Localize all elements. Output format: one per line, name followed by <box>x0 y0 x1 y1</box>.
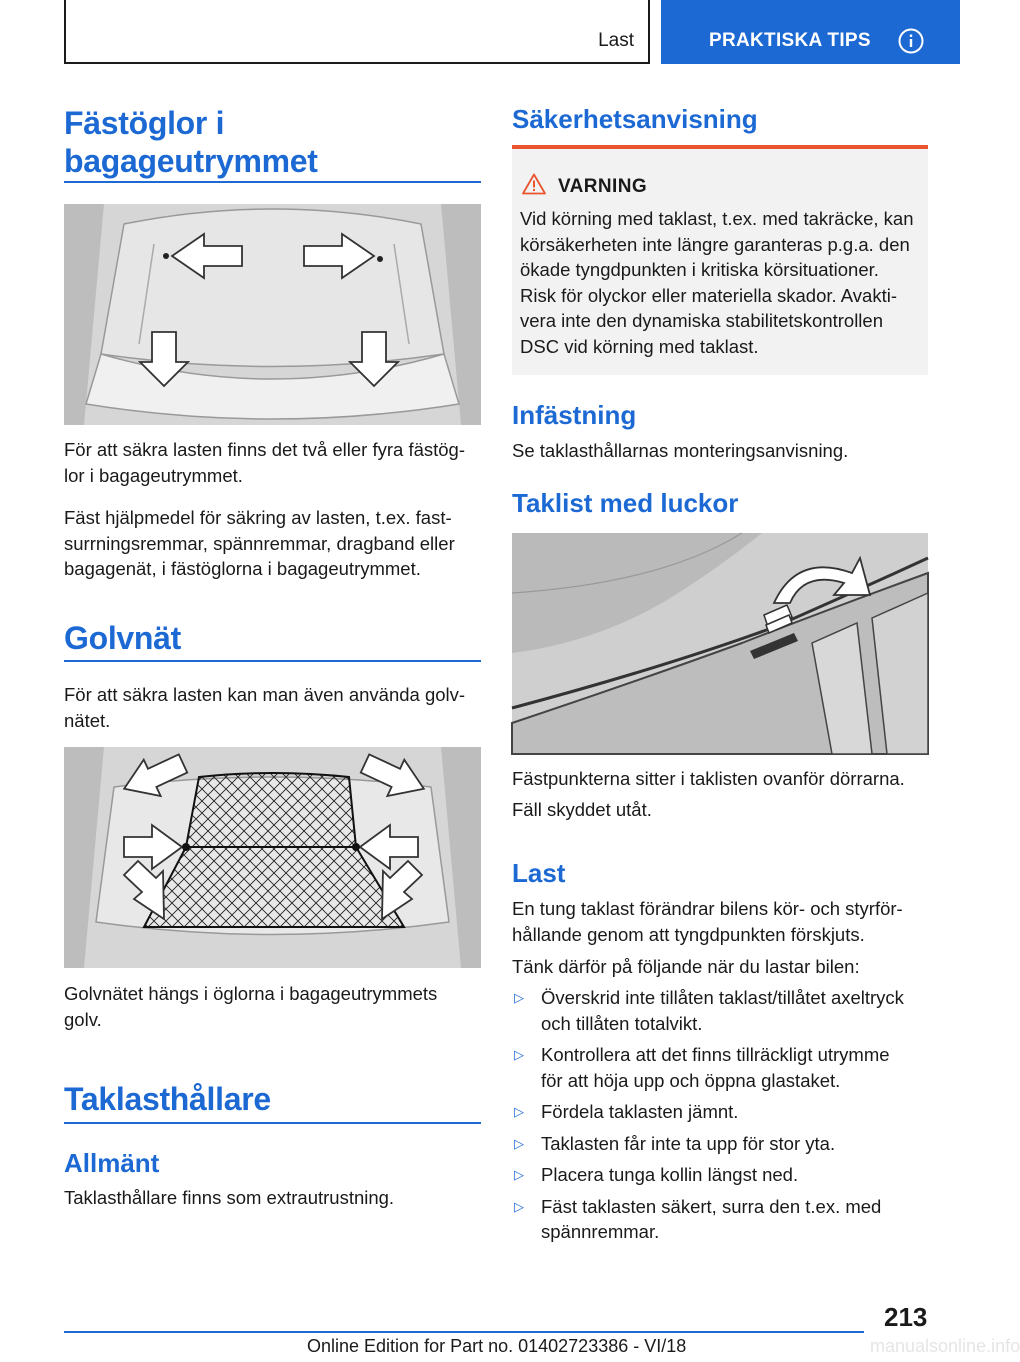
triangle-bullet-icon: ▷ <box>514 1167 524 1182</box>
heading-fastoglor: Fästöglor i bagageutrymmet <box>64 105 318 179</box>
triangle-bullet-icon: ▷ <box>514 1104 524 1119</box>
paragraph-fall-skyddet: Fäll skyddet utåt. <box>512 799 652 820</box>
triangle-bullet-icon: ▷ <box>514 1135 524 1151</box>
header-frame <box>64 0 650 64</box>
heading-last: Last <box>512 858 566 888</box>
warning-text: Vid körning med taklast, t.ex. med takräcke, kan körsäkerheten inte längre garanteras p.g.a. den ökade tyngdpunkten i kritiska körsituationer. Risk för olyckor eller materiella skador. Avakti- vera inte den dynamiska stabilitetskontrollen DSC vid körning med taklast. <box>520 208 914 357</box>
heading-rule <box>64 660 481 662</box>
list-item: ▷ Placera tunga kollin längst ned. <box>512 1162 928 1188</box>
floor-net-illustration <box>64 747 481 968</box>
list-item: ▷ Kontrollera att det finns tillräckligt utrymme för att höja upp och öppna glastaket. <box>514 1044 890 1091</box>
heading-taklasthallare: Taklasthållare <box>64 1081 271 1117</box>
list-item: ▷ Fördela taklasten jämnt. <box>512 1099 928 1125</box>
warning-box <box>512 145 928 375</box>
info-circle-icon <box>898 28 924 54</box>
roof-rail-illustration <box>512 533 928 754</box>
triangle-bullet-icon: ▷ <box>514 1198 524 1214</box>
triangle-bullet-icon: ▷ <box>514 990 524 1005</box>
header-tab-label: PRAKTISKA TIPS <box>709 30 871 51</box>
warning-triangle-icon <box>522 173 546 195</box>
paragraph-fastoglor-2: Fäst hjälpmedel för säkring av lasten, t.ex. fast- surrningsremmar, spännremmar, dragband eller bagagenät, i fästöglorna i bagageutrymmet. <box>64 507 455 579</box>
heading-sakerhetsanvisning: Säkerhetsanvisning <box>512 104 758 134</box>
triangle-bullet-icon: ▷ <box>514 1047 524 1062</box>
heading-taklist: Taklist med luckor <box>512 488 739 518</box>
warning-title: VARNING <box>558 176 648 197</box>
paragraph-golvnat-2: Golvnätet hängs i öglorna i bagageutrymmets golv. <box>64 983 438 1030</box>
list-item: ▷ Överskrid inte tillåten taklast/tillåtet axeltryck och tillåten totalvikt. <box>514 987 904 1034</box>
paragraph-infastning: Se taklasthållarnas monteringsanvisning. <box>512 440 849 461</box>
paragraph-allmant: Taklasthållare finns som extrautrustning. <box>64 1187 395 1208</box>
paragraph-fastoglor-1: För att säkra lasten finns det två eller fyra fästög- lor i bagageutrymmet. <box>64 439 466 486</box>
paragraph-fastpunkter: Fästpunkterna sitter i taklisten ovanför dörrarna. <box>512 768 905 789</box>
heading-rule <box>64 1122 481 1124</box>
heading-allmant: Allmänt <box>64 1148 160 1178</box>
heading-golvnat: Golvnät <box>64 620 182 656</box>
page-number: 213 <box>884 1302 928 1332</box>
trunk-eyelets-illustration <box>64 204 481 425</box>
footer-watermark: manualsonline.info <box>870 1336 1020 1356</box>
footer-edition: Online Edition for Part no. 01402723386 - VI/18 <box>307 1336 687 1356</box>
list-item: ▷ Fäst taklasten säkert, surra den t.ex. med spännremmar. <box>514 1195 882 1242</box>
heading-rule <box>64 181 481 183</box>
paragraph-last-1: En tung taklast förändrar bilens kör- och styrför- hållande genom att tyngdpunkten förskjuts. <box>512 898 903 945</box>
heading-infastning: Infästning <box>512 400 637 430</box>
footer-rule <box>64 1331 864 1333</box>
header-tab[interactable] <box>661 0 960 64</box>
list-item: ▷ Taklasten får inte ta upp för stor yta. <box>512 1131 928 1157</box>
header-section-label: Last <box>598 30 634 51</box>
paragraph-last-2: Tänk därför på följande när du lastar bilen: <box>512 956 860 977</box>
paragraph-golvnat-1: För att säkra lasten kan man även använda golv- nätet. <box>64 684 466 731</box>
loading-tips-list <box>512 985 928 1251</box>
